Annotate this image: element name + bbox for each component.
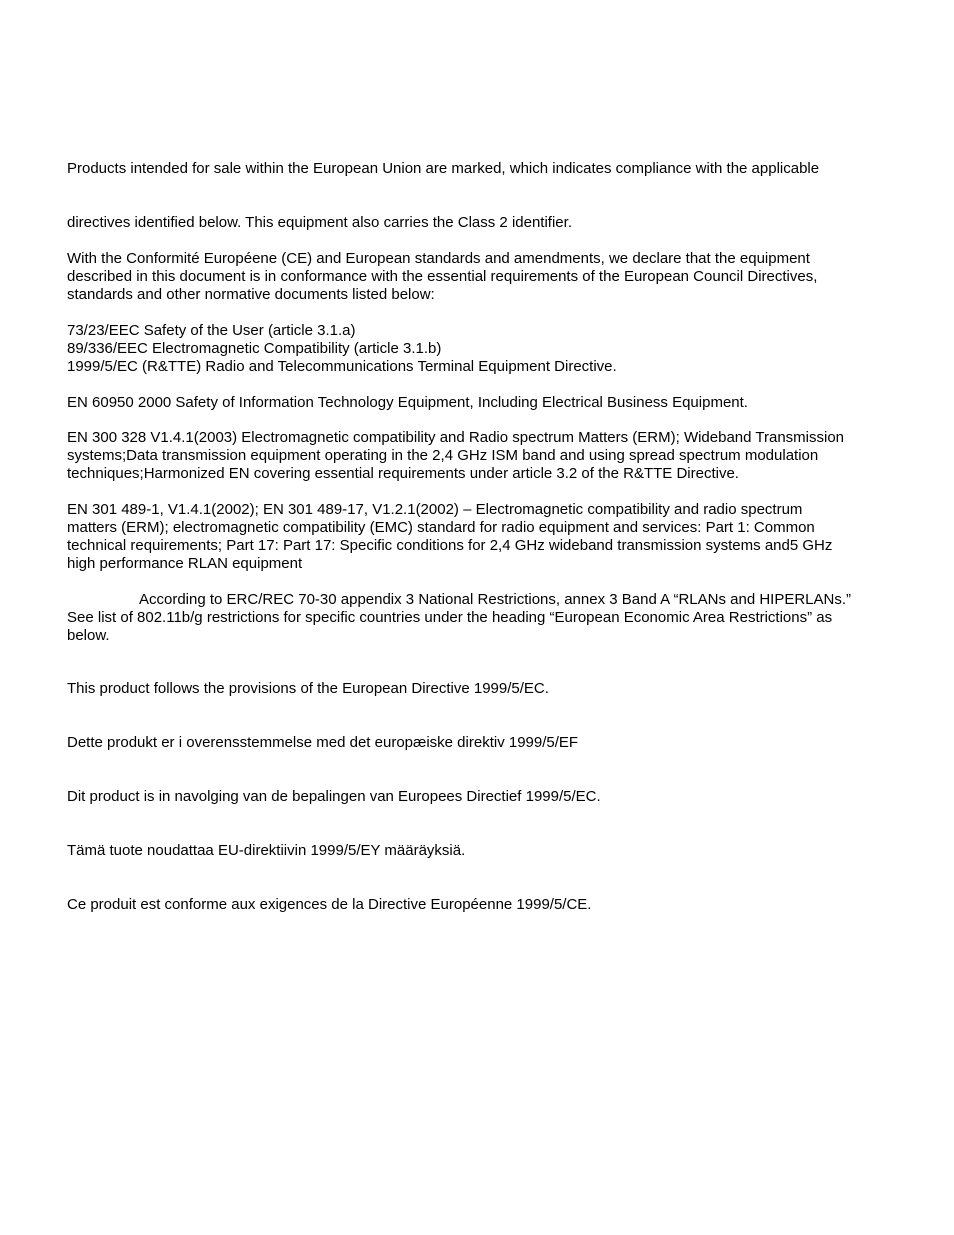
text-line: matters (ERM); electromagnetic compatibility (EMC) standard for radio equipment and services: Part 1: Common <box>67 519 815 536</box>
intro-line-1 <box>67 160 897 178</box>
text-line: high performance RLAN equipment <box>67 555 303 572</box>
directive-item: 73/23/EEC Safety of the User (article 3.1.a) <box>67 322 356 339</box>
text-line: This product follows the provisions of the European Directive 1999/5/EC. <box>67 680 549 697</box>
translation-english <box>67 680 897 698</box>
text-line: below. <box>67 627 110 644</box>
translation-french <box>67 896 897 914</box>
en60950-paragraph <box>67 394 897 412</box>
text-line: Dette produkt er i overensstemmelse med det europæiske direktiv 1999/5/EF <box>67 734 579 751</box>
text-line: Products intended for sale within the European Union are marked, which indicates compliance with the applicable <box>67 160 820 177</box>
erc-paragraph <box>67 591 897 645</box>
text-line: directives identified below. This equipment also carries the Class 2 identifier. <box>67 214 572 231</box>
text-line: EN 300 328 V1.4.1(2003) Electromagnetic compatibility and Radio spectrum Matters (ERM); Wideband Transmission <box>67 429 845 446</box>
text-line: techniques;Harmonized EN covering essential requirements under article 3.2 of the R&TTE Directive. <box>67 465 739 482</box>
text-line: According to ERC/REC 70-30 appendix 3 National Restrictions, annex 3 Band A “RLANs and HIPERLANs.” <box>139 591 852 608</box>
intro-line-2 <box>67 214 897 232</box>
text-line: With the Conformité Européene (CE) and European standards and amendments, we declare that the equipment <box>67 250 810 267</box>
declaration-paragraph <box>67 250 897 304</box>
en301489-paragraph <box>67 501 897 573</box>
text-line: EN 60950 2000 Safety of Information Technology Equipment, Including Electrical Business Equipment. <box>67 394 748 411</box>
translation-dutch <box>67 788 897 806</box>
translation-finnish <box>67 842 897 860</box>
text-line: described in this document is in conformance with the essential requirements of the European Council Directives, <box>67 268 818 285</box>
translation-danish <box>67 734 897 752</box>
directive-item: 89/336/EEC Electromagnetic Compatibility (article 3.1.b) <box>67 340 442 357</box>
directives-list <box>67 322 897 376</box>
text-line: EN 301 489-1, V1.4.1(2002); EN 301 489-17, V1.2.1(2002) – Electromagnetic compatibility and radio spectrum <box>67 501 803 518</box>
text-line: Ce produit est conforme aux exigences de la Directive Européenne 1999/5/CE. <box>67 896 592 913</box>
text-line: Tämä tuote noudattaa EU-direktiivin 1999/5/EY määräyksiä. <box>67 842 466 859</box>
text-line: technical requirements; Part 17: Part 17: Specific conditions for 2,4 GHz wideband transmission systems and5 GHz <box>67 537 833 554</box>
text-line: systems;Data transmission equipment operating in the 2,4 GHz ISM band and using spread spectrum modulation <box>67 447 819 464</box>
text-line: standards and other normative documents listed below: <box>67 286 435 303</box>
text-line: See list of 802.11b/g restrictions for specific countries under the heading “European Economic Area Restrictions” as <box>67 609 833 626</box>
text-line: Dit product is in navolging van de bepalingen van Europees Directief 1999/5/EC. <box>67 788 601 805</box>
directive-item: 1999/5/EC (R&TTE) Radio and Telecommunications Terminal Equipment Directive. <box>67 358 617 375</box>
en300328-paragraph <box>67 429 897 483</box>
